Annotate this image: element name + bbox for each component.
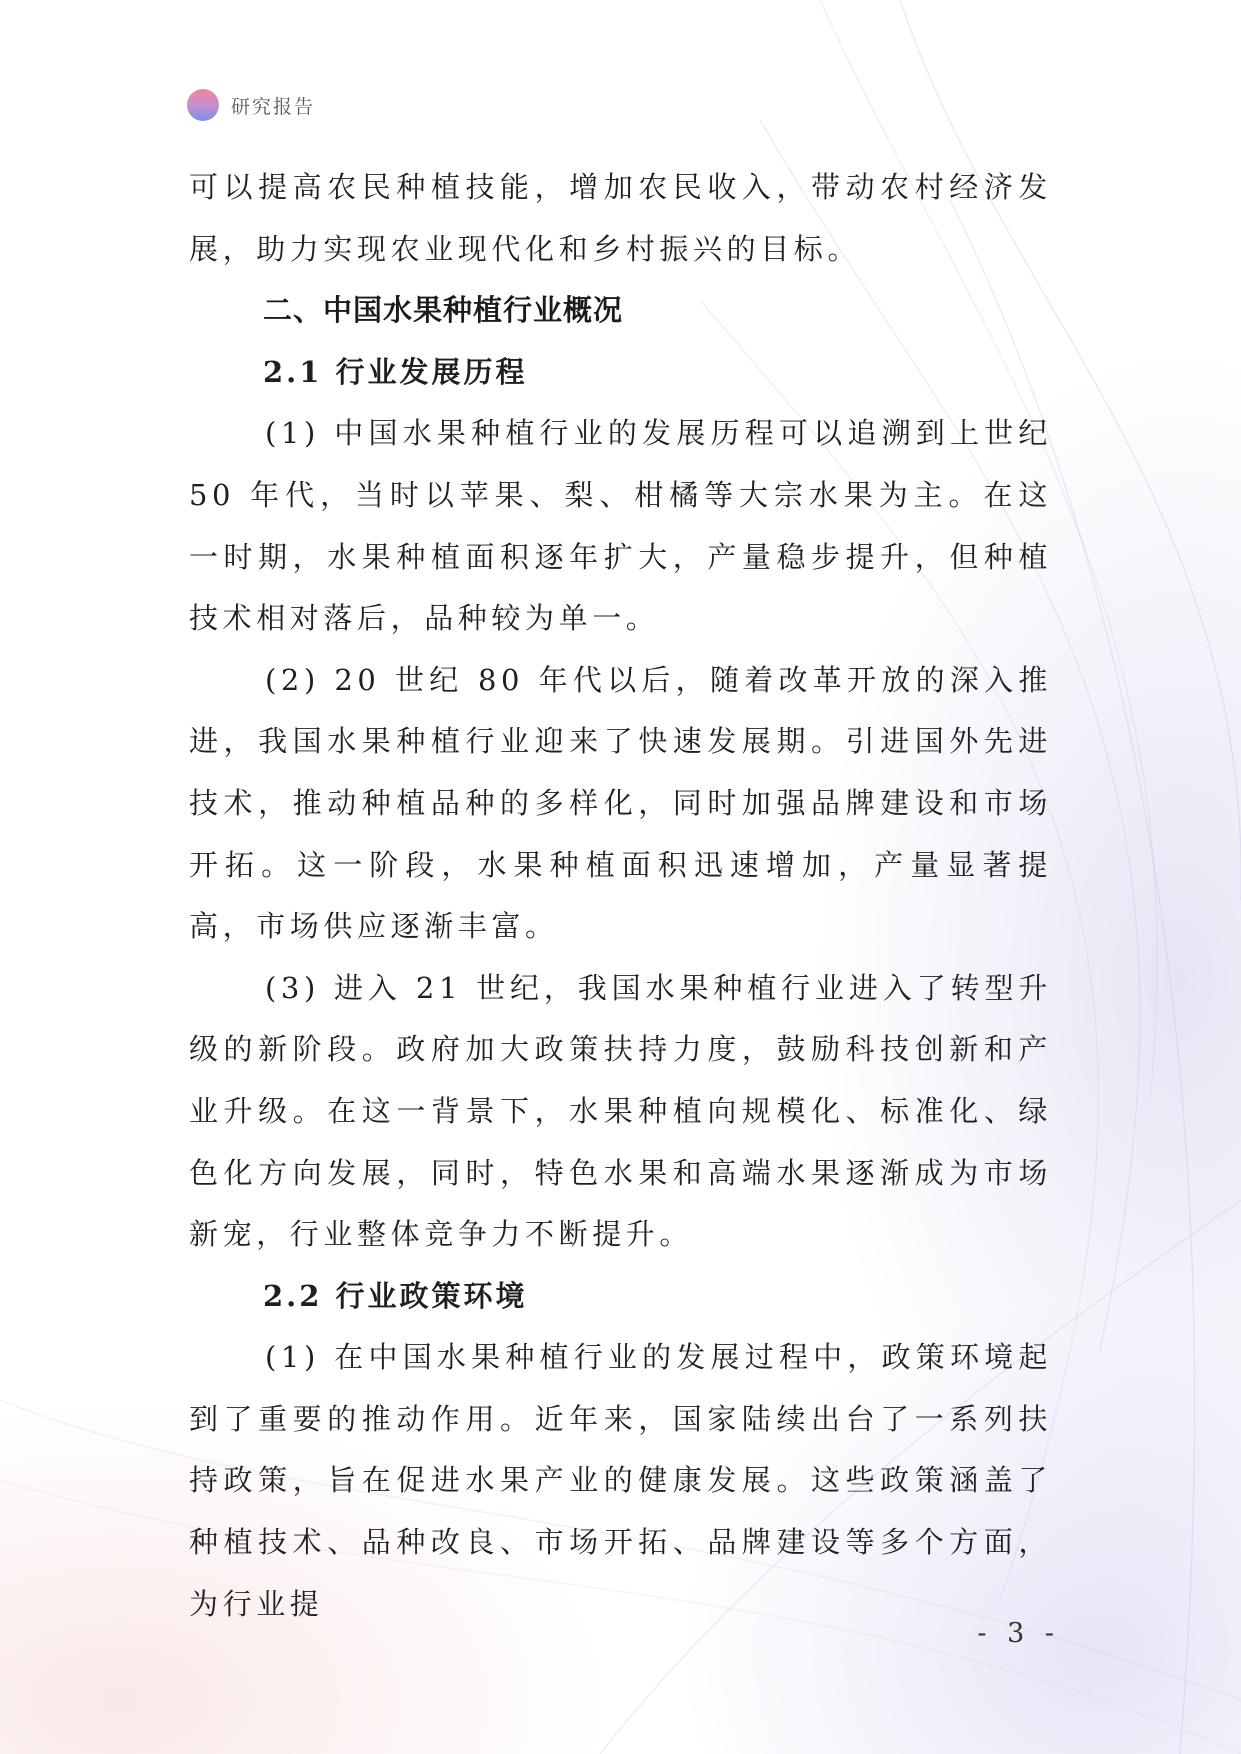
report-header [187, 89, 315, 121]
page-number: - 3 - [977, 1618, 1060, 1649]
subsection-title-2-1: 2.1 行业发展历程 [263, 354, 528, 389]
section-title: 二、中国水果种植行业概况 [263, 293, 624, 328]
report-logo-icon [187, 89, 219, 121]
subsection-title-2-2: 2.2 行业政策环境 [263, 1278, 528, 1313]
paragraph-2-1-1: (1) 中国水果种植行业的发展历程可以追溯到上世纪 50 年代，当时以苹果、梨、柑橘等大宗水果为主。在这一时期，水果种植面积逐年扩大，产量稳步提升，但种植技术相对落后，品种较为单一。 [189, 416, 1052, 636]
intro-paragraph: 可以提高农民种植技能，增加农民收入，带动农村经济发展，助力实现农业现代化和乡村振兴的目标。 [189, 170, 1052, 266]
paragraph-2-1-3: (3) 进入 21 世纪，我国水果种植行业进入了转型升级的新阶段。政府加大政策扶持力度，鼓励科技创新和产业升级。在这一背景下，水果种植向规模化、标准化、绿色化方向发展，同时，特色水果和高端水果逐渐成为市场新宠，行业整体竞争力不断提升。 [189, 970, 1052, 1252]
header-title: 研究报告 [231, 95, 316, 118]
paragraph-2-2-1: (1) 在中国水果种植行业的发展过程中，政策环境起到了重要的推动作用。近年来，国家陆续出台了一系列扶持政策，旨在促进水果产业的健康发展。这些政策涵盖了种植技术、品种改良、市场开拓、品牌建设等多个方面，为行业提 [189, 1340, 1052, 1621]
paragraph-2-1-2: (2) 20 世纪 80 年代以后，随着改革开放的深入推进，我国水果种植行业迎来了快速发展期。引进国外先进技术，推动种植品种的多样化，同时加强品牌建设和市场开拓。这一阶段，水果种植面积迅速增加，产量显著提高，市场供应逐渐丰富。 [189, 662, 1052, 944]
document-body [189, 157, 1052, 1635]
